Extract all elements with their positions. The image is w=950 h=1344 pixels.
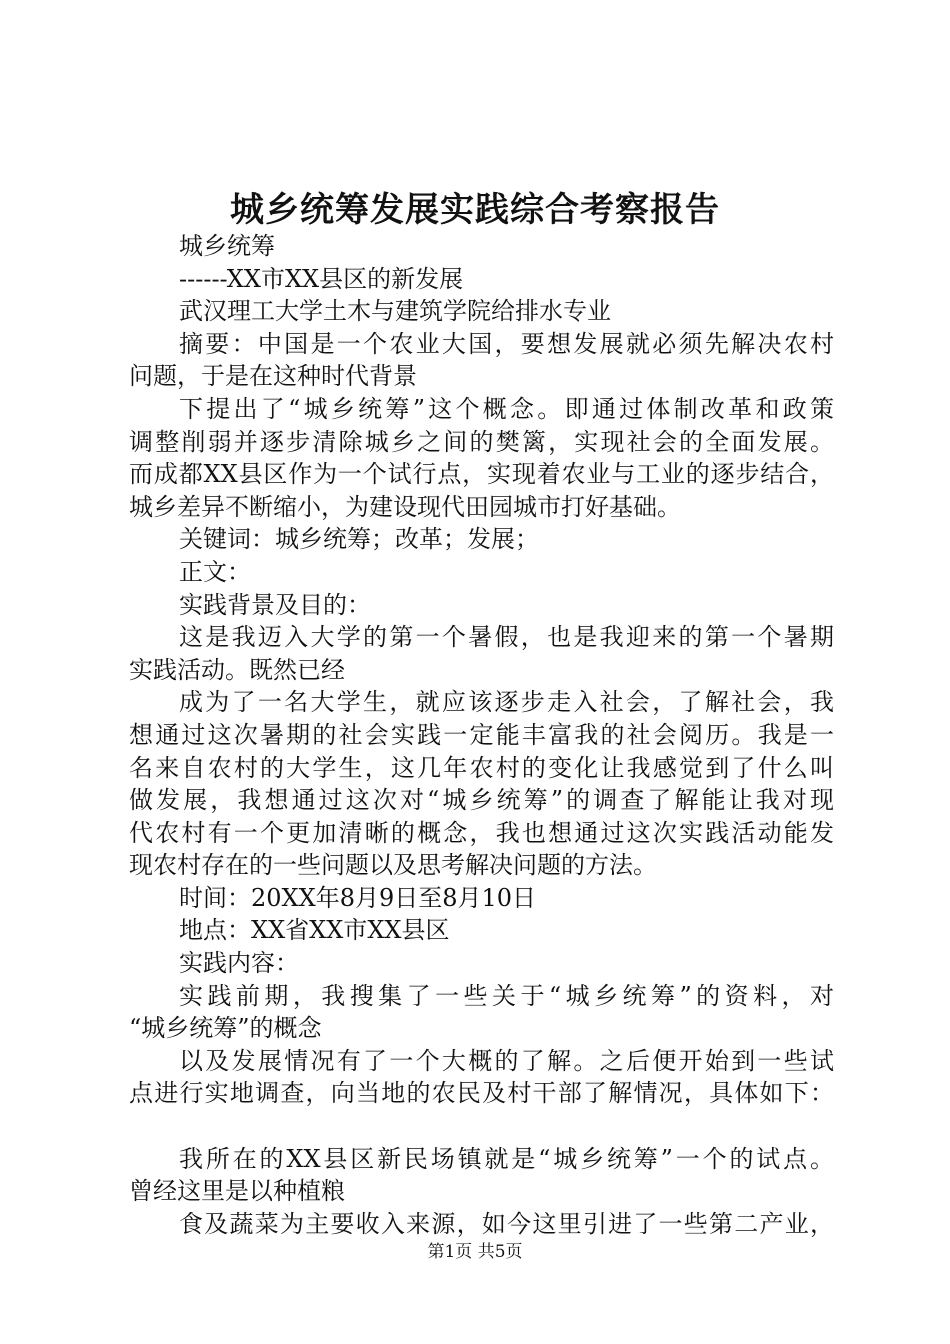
abstract-line: 城乡差异不断缩小，为建设现代田园城市打好基础。: [129, 492, 681, 521]
document-body: [129, 230, 834, 1240]
document-title: 城乡统筹发展实践综合考察报告: [230, 190, 720, 230]
abstract-line: 摘要：中国是一个农业大国，要想发展就必须先解决农村: [179, 329, 834, 358]
blank-line: [129, 1110, 834, 1143]
location-line: 地点：XX省XX市XX县区: [179, 916, 450, 945]
page-footer: 第1页 共5页: [427, 1242, 523, 1262]
section-heading: 实践内容：: [179, 949, 299, 978]
subtitle-line: 城乡统筹: [179, 232, 275, 260]
abstract-line: 下提出了“城乡统筹”这个概念。即通过体制改革和政策: [179, 394, 834, 423]
subtitle-line: ------XX市XX县区的新发展: [179, 264, 464, 293]
paragraph-line: 实践活动。既然已经: [129, 655, 345, 684]
paragraph-line: 现农村存在的一些问题以及思考解决问题的方法。: [129, 851, 657, 880]
paragraph-line: 点进行实地调查，向当地的农民及村干部了解情况，具体如下：: [129, 1079, 834, 1108]
abstract-line: 调整削弱并逐步清除城乡之间的樊篱，实现社会的全面发展。: [129, 427, 834, 456]
author-line: 武汉理工大学土木与建筑学院给排水专业: [179, 297, 611, 326]
paragraph-line: 代农村有一个更加清晰的概念，我也想通过这次实践活动能发: [129, 818, 834, 847]
paragraph-line: 这是我迈入大学的第一个暑假，也是我迎来的第一个暑期: [179, 623, 834, 652]
section-heading: 正文：: [179, 557, 251, 586]
paragraph-line: “城乡统筹”的概念: [129, 1014, 322, 1043]
keywords-line: 关键词：城乡统筹；改革；发展；: [179, 525, 539, 554]
paragraph-line: 名来自农村的大学生，这几年农村的变化让我感觉到了什么叫: [129, 753, 834, 782]
abstract-line: 问题，于是在这种时代背景: [129, 362, 417, 391]
paragraph-line: 做发展，我想通过这次对“城乡统筹”的调查了解能让我对现: [129, 786, 834, 815]
abstract-line: 而成都XX县区作为一个试行点，实现着农业与工业的逐步结合，: [129, 460, 834, 489]
paragraph-line: 以及发展情况有了一个大概的了解。之后便开始到一些试: [179, 1046, 834, 1075]
paragraph-line: 成为了一名大学生，就应该逐步走入社会，了解社会，我: [179, 688, 834, 717]
paragraph-line: 我所在的XX县区新民场镇就是“城乡统筹”一个的试点。: [179, 1144, 834, 1173]
section-heading: 实践背景及目的：: [179, 590, 371, 619]
paragraph-line: 曾经这里是以种植粮: [129, 1177, 345, 1206]
paragraph-line: 食及蔬菜为主要收入来源，如今这里引进了一些第二产业，: [179, 1209, 834, 1238]
paragraph-line: 想通过这次暑期的社会实践一定能丰富我的社会阅历。我是一: [129, 720, 834, 749]
time-line: 时间：20XX年8月9日至8月10日: [179, 883, 537, 912]
paragraph-line: 实践前期，我搜集了一些关于“城乡统筹”的资料，对: [179, 981, 834, 1010]
